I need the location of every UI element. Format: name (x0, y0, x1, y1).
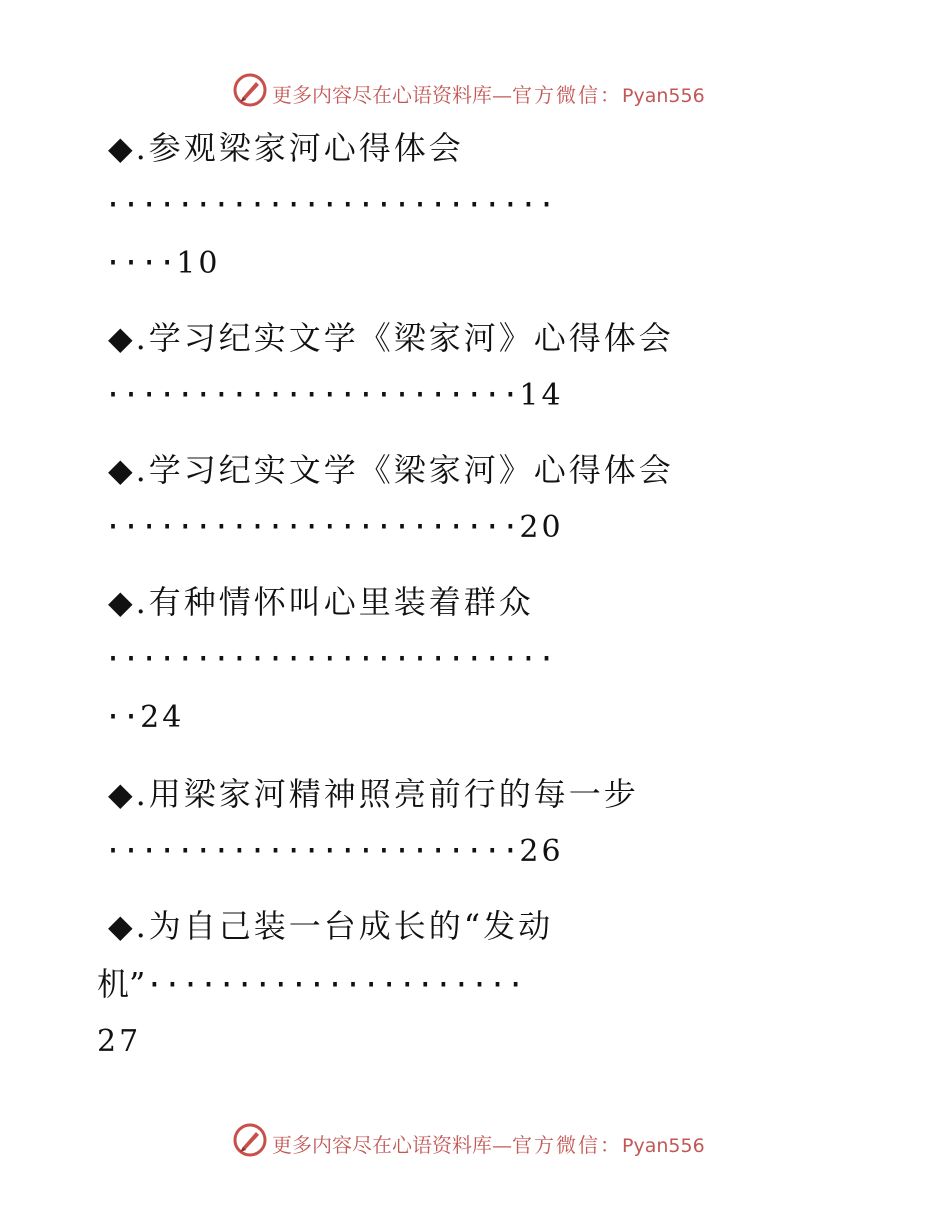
toc-entry-title[interactable]: ◆.学习纪实文学《梁家河》心得体会 (108, 319, 674, 357)
banner-wechat: Pyan556 (622, 85, 705, 107)
toc-entry-page[interactable]: 20 (519, 510, 564, 545)
banner-sub: 官方微信： (512, 1133, 622, 1157)
banner-text: 更多内容尽在心语资料库 (272, 83, 492, 107)
toc-entry-page[interactable]: 26 (519, 834, 564, 869)
banner-text: 更多内容尽在心语资料库 (272, 1133, 492, 1157)
toc-entry-page[interactable]: 14 (519, 378, 564, 413)
banner-dash: — (492, 83, 512, 107)
toc-entry-leader: ····10 (104, 246, 221, 281)
toc-entry-title[interactable]: ◆.学习纪实文学《梁家河》心得体会 (108, 451, 674, 489)
toc-entry-title-cont: 机”····················· (97, 965, 525, 1003)
toc-entry-page[interactable]: 27 (97, 1024, 142, 1059)
toc-entry-title[interactable]: ◆.为自己装一台成长的“发动 (108, 907, 554, 945)
toc-entry-page[interactable]: 24 (140, 700, 185, 735)
banner-wechat: Pyan556 (622, 1135, 705, 1157)
pen-logo-icon (232, 72, 268, 108)
banner-dash: — (492, 1133, 512, 1157)
toc-entry-leader: ·······················20 (104, 510, 564, 545)
banner-sub: 官方微信： (512, 83, 622, 107)
toc-entry-page[interactable]: 10 (176, 246, 221, 281)
toc-entry-leader: ·······················14 (104, 378, 564, 413)
toc-entry-leader: ·······················26 (104, 834, 564, 869)
toc-entry-leader: ··24 (104, 700, 185, 735)
toc-entry-leader: ························· (104, 188, 556, 223)
toc-entry-leader: ························· (104, 642, 556, 677)
footer-banner (0, 1120, 950, 1160)
toc-entry-title[interactable]: ◆.有种情怀叫心里装着群众 (108, 583, 534, 621)
header-banner (0, 70, 950, 110)
toc-entry-title[interactable]: ◆.参观梁家河心得体会 (108, 129, 464, 167)
pen-logo-icon (232, 1122, 268, 1158)
toc-entry-leader: ····················· (145, 968, 525, 1003)
toc-entry-title[interactable]: ◆.用梁家河精神照亮前行的每一步 (108, 775, 639, 813)
